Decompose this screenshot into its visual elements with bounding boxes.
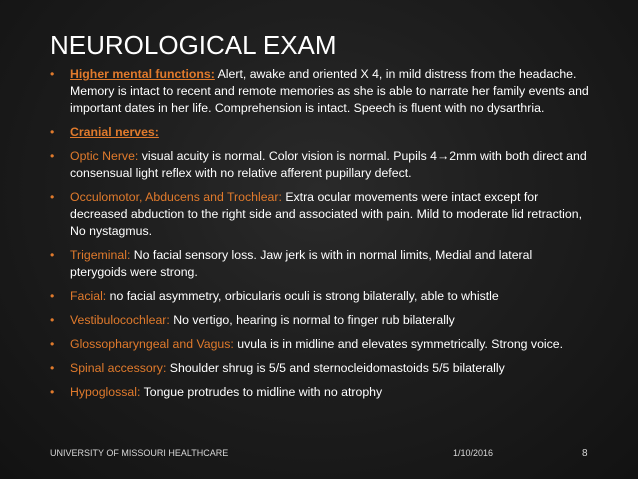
bullet-label: Spinal accessory: [70, 361, 167, 375]
bullet-text: visual acuity is normal. Color vision is normal. Pupils 4→2mm with both direct and consensual light reflex with no relative afferent pupillary defect. [70, 149, 587, 180]
page-number: 8 [582, 448, 588, 459]
bullet-label: Occulomotor, Abducens and Trochlear: [70, 190, 282, 204]
bullet-higher-mental-functions [50, 66, 590, 117]
footer-date: 1/10/2016 [453, 448, 494, 458]
bullet-vestibulocochlear [50, 312, 590, 329]
bullet-dot-icon: • [50, 361, 55, 375]
bullet-text: Extra ocular movements were intact except for decreased abduction to the right side and associated with pain. Mild to moderate lid retraction, No nystagmus. [70, 190, 582, 238]
bullet-spinal-accessory [50, 360, 590, 377]
bullet-cranial-nerves [50, 124, 590, 141]
bullet-label: Glossopharyngeal and Vagus: [70, 337, 234, 351]
bullet-hypoglossal [50, 384, 590, 401]
bullet-label: Trigeminal: [70, 248, 131, 262]
bullet-label: Vestibulocochlear: [70, 313, 170, 327]
bullet-facial [50, 288, 590, 305]
bullet-label: Hypoglossal: [70, 385, 141, 399]
bullet-label: Higher mental functions: [70, 67, 215, 81]
bullet-label: Optic Nerve: [70, 149, 139, 163]
bullet-dot-icon: • [50, 190, 55, 204]
bullet-dot-icon: • [50, 248, 55, 262]
bullet-text: uvula is in midline and elevates symmetrically. Strong voice. [233, 337, 564, 351]
bullet-text: No facial sensory loss. Jaw jerk is with in normal limits, Medial and lateral pterygoids were strong. [70, 248, 533, 279]
bullet-optic-nerve [50, 148, 590, 182]
bullet-list [50, 66, 590, 408]
bullet-dot-icon: • [50, 313, 55, 327]
bullet-occulomotor-abducens-trochlear [50, 189, 590, 240]
bullet-text: no facial asymmetry, orbicularis oculi is strong bilaterally, able to whistle [106, 289, 499, 303]
bullet-text: Shoulder shrug is 5/5 and sternocleidomastoids 5/5 bilaterally [166, 361, 505, 375]
bullet-dot-icon: • [50, 67, 55, 81]
bullet-dot-icon: • [50, 385, 55, 399]
bullet-label: Facial: [70, 289, 107, 303]
bullet-text: No vertigo, hearing is normal to finger rub bilaterally [169, 313, 455, 327]
bullet-dot-icon: • [50, 337, 55, 351]
bullet-label: Cranial nerves: [70, 125, 159, 139]
bullet-dot-icon: • [50, 149, 55, 163]
bullet-glossopharyngeal-vagus [50, 336, 590, 353]
bullet-dot-icon: • [50, 289, 55, 303]
bullet-text: Alert, awake and oriented X 4, in mild distress from the headache. Memory is intact to recent and remote memories as she is able to narrate her family events and important dates in her life. Comprehension is intact. Speech is fluent with no dysarthria. [70, 67, 589, 115]
bullet-trigeminal [50, 247, 590, 281]
bullet-text: Tongue protrudes to midline with no atrophy [140, 385, 383, 399]
slide-title: NEUROLOGICAL EXAM [50, 30, 337, 60]
bullet-dot-icon: • [50, 125, 55, 139]
footer-organization: UNIVERSITY OF MISSOURI HEALTHCARE [50, 448, 229, 458]
